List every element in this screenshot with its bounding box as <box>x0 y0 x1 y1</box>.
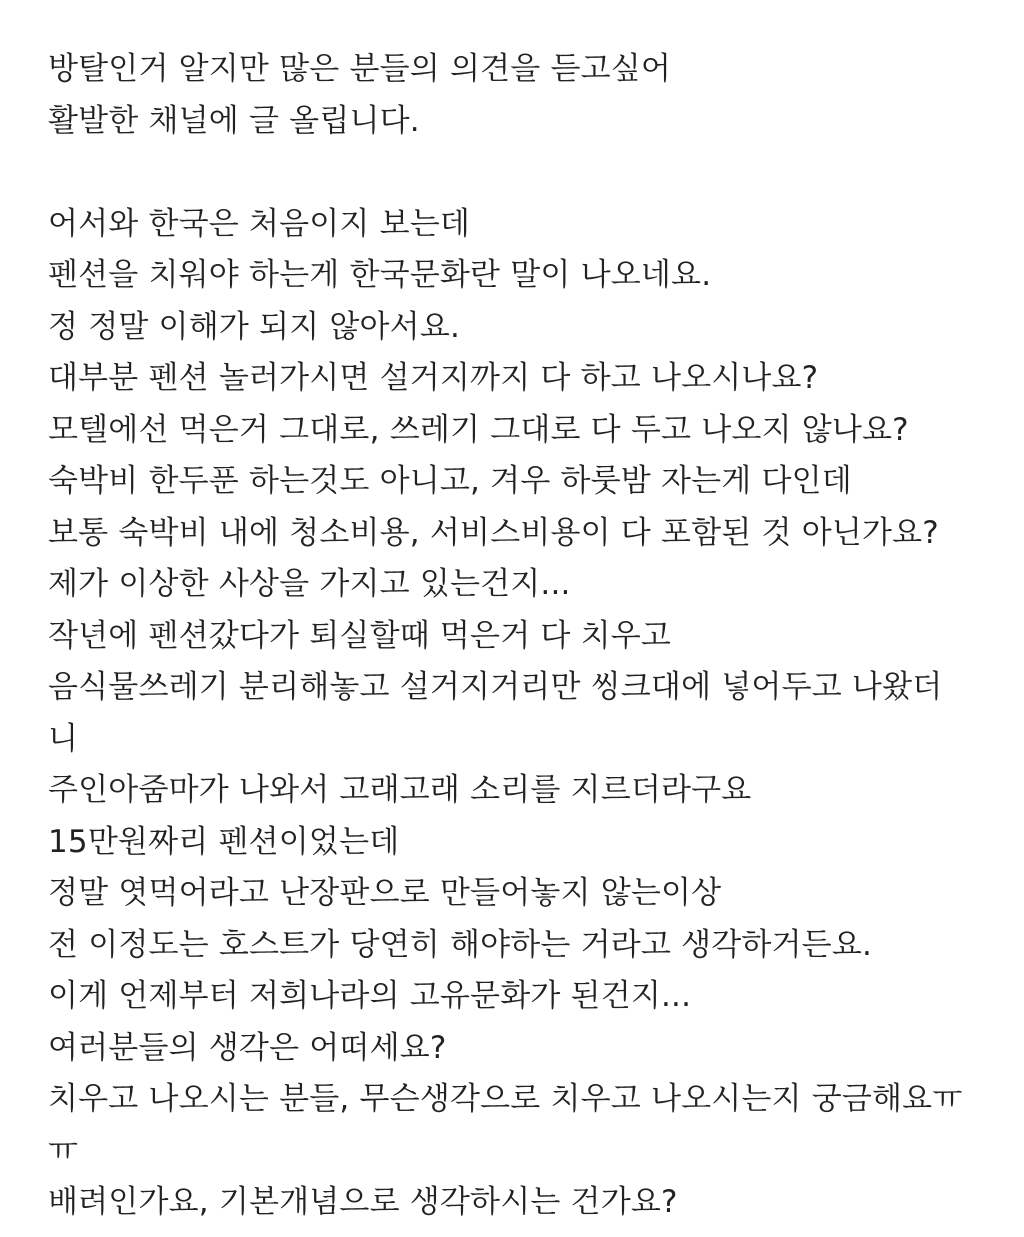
post-line: 주인아줌마가 나와서 고래고래 소리를 지르더라구요 <box>48 772 752 808</box>
post-line: 대부분 펜션 놀러가시면 설거지까지 다 하고 나오시나요? <box>48 360 819 396</box>
post-line: 보통 숙박비 내에 청소비용, 서비스비용이 다 포함된 것 아닌가요? <box>48 514 939 551</box>
post-line: 제가 이상한 사상을 가지고 있는건지... <box>48 566 571 602</box>
post-line: 정말 엿먹어라고 난장판으로 만들어놓지 않는이상 <box>48 875 722 911</box>
post-line: 치우고 나오시는 분들, 무슨생각으로 치우고 나오시는지 궁금해요ㅠ <box>48 1081 963 1117</box>
post-line: 작년에 펜션갔다가 퇴실할때 먹은거 다 치우고 <box>48 617 672 654</box>
post-line: 15만원짜리 펜션이었는데 <box>48 823 400 860</box>
post-line: 여러분들의 생각은 어떠세요? <box>48 1029 447 1066</box>
post-line: 정 정말 이해가 되지 않아서요. <box>48 308 461 345</box>
post-line: 이게 언제부터 저희나라의 고유문화가 된건지... <box>48 978 692 1014</box>
post-line: 배려인가요, 기본개념으로 생각하시는 건가요? <box>48 1184 678 1220</box>
post-line: 펜션을 치워야 하는게 한국문화란 말이 나오네요. <box>48 257 712 293</box>
post-line: 어서와 한국은 처음이지 보는데 <box>48 205 471 242</box>
post-line: 숙박비 한두푼 하는것도 아니고, 겨우 하룻밤 자는게 다인데 <box>48 463 852 499</box>
post-body <box>48 44 1008 1229</box>
blank-line <box>48 147 1008 199</box>
post-line: 모텔에선 먹은거 그대로, 쓰레기 그대로 다 두고 나오지 않나요? <box>48 411 909 448</box>
post-line: ㅠ <box>48 1132 79 1169</box>
post-line: 니 <box>48 720 79 757</box>
post-line: 전 이정도는 호스트가 당연히 해야하는 거라고 생각하거든요. <box>48 926 873 963</box>
post-line: 음식물쓰레기 분리해놓고 설거지거리만 씽크대에 넣어두고 나왔더 <box>48 669 943 705</box>
post-line: 활발한 채널에 글 올립니다. <box>48 102 420 139</box>
post-line: 방탈인거 알지만 많은 분들의 의견을 듣고싶어 <box>48 51 672 87</box>
